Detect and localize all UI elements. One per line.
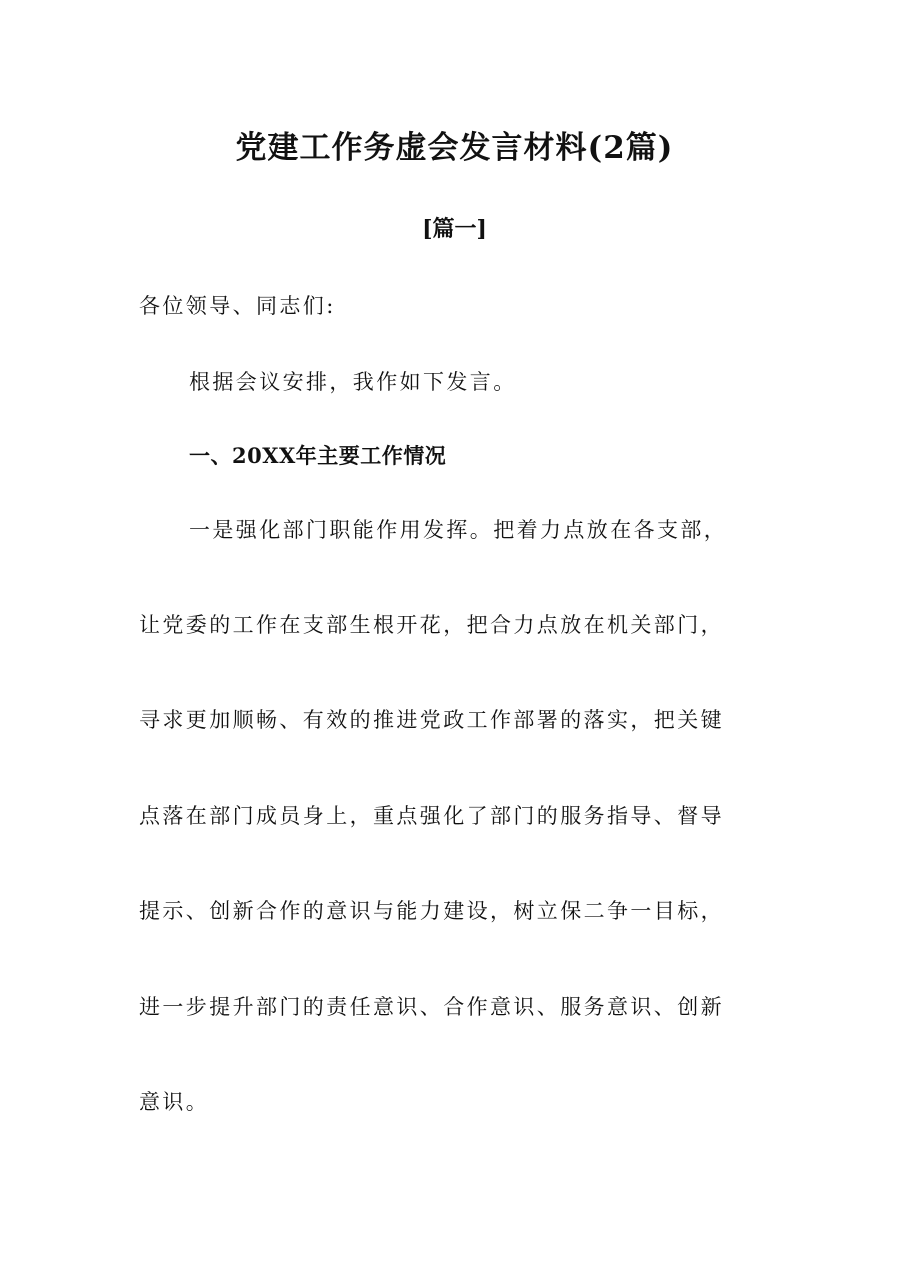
paragraph-line: 寻求更加顺畅、有效的推进党政工作部署的落实，把关键 xyxy=(139,708,724,732)
salutation: 各位领导、同志们: xyxy=(139,294,336,318)
paragraph-line: 进一步提升部门的责任意识、合作意识、服务意识、创新 xyxy=(139,995,724,1019)
paragraph-line: 点落在部门成员身上，重点强化了部门的服务指导、督导 xyxy=(139,804,724,828)
paragraph-line: 一是强化部门职能作用发挥。把着力点放在各支部， xyxy=(189,518,728,542)
section-label: [篇一] xyxy=(422,216,487,242)
document-title: 党建工作务虚会发言材料(2篇) xyxy=(235,130,674,166)
paragraph-line: 让党委的工作在支部生根开花，把合力点放在机关部门， xyxy=(139,613,724,637)
section-heading: 一、20XX年主要工作情况 xyxy=(189,443,447,468)
paragraph-line: 提示、创新合作的意识与能力建设，树立保二争一目标， xyxy=(139,899,724,923)
paragraph-line: 意识。 xyxy=(139,1090,210,1114)
intro-paragraph: 根据会议安排，我作如下发言。 xyxy=(189,370,517,394)
